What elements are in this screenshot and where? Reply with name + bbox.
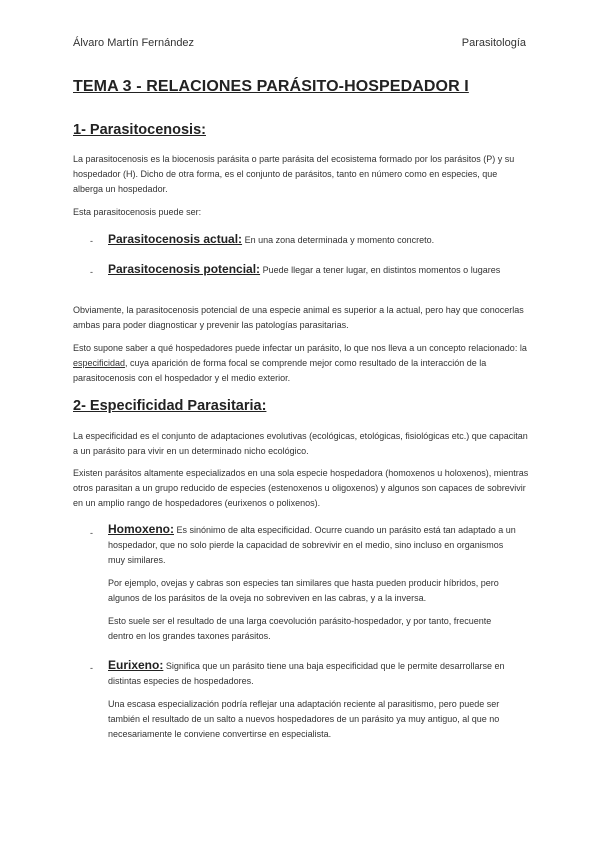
bullet-marker: - bbox=[90, 236, 93, 246]
homoxeno-paragraph-2: Por ejemplo, ovejas y cabras son especies tan similares que hasta pueden producir híbridos, pero algunos de los parásitos de la oveja no sobreviven en las cabras, y a la inversa. bbox=[108, 578, 499, 603]
section-1-paragraph-2: Obviamente, la parasitocenosis potencial de una especie animal es superior a la actual, pero hay que conocerlas ambas para poder diagnosticar y prevenir las patologías parasitarias. bbox=[73, 305, 524, 330]
section-2-heading: 2- Especificidad Parasitaria: bbox=[73, 398, 267, 414]
term-especificidad: especificidad bbox=[73, 358, 126, 368]
term-parasitocenosis-potencial: Parasitocenosis potencial: bbox=[108, 262, 261, 276]
bullet-parasitocenosis-actual bbox=[108, 232, 528, 248]
paragraph-text: , cuya aparición de forma focal se comprende mejor como resultado de la interacción de la parasitocenosis con el hospedador y el medio exterior. bbox=[73, 358, 487, 383]
section-2-paragraph-2: Existen parásitos altamente especializados en una sola especie hospedadora (homoxenos u holoxenos), mientras otros parasitan a un grupo reducido de especies (estenoxenos u oligoxenos) y algunos son capaces de sobrevivir en un amplio rango de hospedadores (eurixenos o polixenos). bbox=[73, 468, 529, 508]
paragraph-text: Esto supone saber a qué hospedadores puede infectar un parásito, lo que nos lleva a un concepto relacionado: la bbox=[73, 343, 527, 353]
term-eurixeno: Eurixeno: bbox=[108, 658, 164, 672]
section-2-paragraph-1: La especificidad es el conjunto de adaptaciones evolutivas (ecológicas, etológicas, fisiológicas etc.) que capacitan a un parásito para vivir en un determinado nicho ecológico. bbox=[73, 431, 528, 456]
bullet-text: Es sinónimo de alta especificidad. Ocurre cuando un parásito está tan adaptado a un hospedador, que no solo pierde la capacidad de sobrevivir en el medio, sino incluso en organismos muy similares. bbox=[108, 525, 516, 565]
section-1-heading: 1- Parasitocenosis: bbox=[73, 122, 206, 138]
bullet-marker: - bbox=[90, 663, 93, 673]
header-author: Álvaro Martín Fernández bbox=[73, 37, 195, 49]
bullet-text: Puede llegar a tener lugar, en distintos momentos o lugares bbox=[260, 265, 501, 275]
bullet-parasitocenosis-potencial bbox=[108, 262, 513, 278]
bullet-text: Significa que un parásito tiene una baja especificidad que le permite desarrollarse en distintas especies de hospedadores. bbox=[108, 661, 505, 686]
bullet-marker: - bbox=[90, 267, 93, 277]
term-homoxeno: Homoxeno: bbox=[108, 522, 174, 536]
header-subject: Parasitología bbox=[461, 37, 526, 49]
section-1-paragraph-3 bbox=[73, 341, 529, 386]
bullet-homoxeno bbox=[108, 522, 518, 568]
bullet-eurixeno bbox=[108, 658, 518, 689]
section-1-lead: Esta parasitocenosis puede ser: bbox=[73, 207, 202, 217]
eurixeno-paragraph-2: Una escasa especialización podría reflejar una adaptación reciente al parasitismo, pero puede ser también el resultado de un salto a nuevos hospedadores de un parásito ya muy antiguo, al que no necesariamente le conviene convertirse en especialista. bbox=[108, 699, 500, 739]
homoxeno-paragraph-3: Esto suele ser el resultado de una larga coevolución parásito-hospedador, y por tanto, frecuente dentro en los grandes taxones parásitos. bbox=[108, 616, 492, 641]
page-title: TEMA 3 - RELACIONES PARÁSITO-HOSPEDADOR I bbox=[73, 78, 469, 95]
bullet-text: En una zona determinada y momento concreto. bbox=[242, 235, 435, 245]
term-parasitocenosis-actual: Parasitocenosis actual: bbox=[108, 232, 243, 246]
bullet-marker: - bbox=[90, 528, 93, 538]
section-1-intro: La parasitocenosis es la biocenosis parásita o parte parásita del ecosistema formado por los parásitos (P) y su hospedador (H). Dicho de otra forma, es el conjunto de parásitos, tanto en número como en especies, que alberga un hospedador. bbox=[73, 154, 515, 194]
